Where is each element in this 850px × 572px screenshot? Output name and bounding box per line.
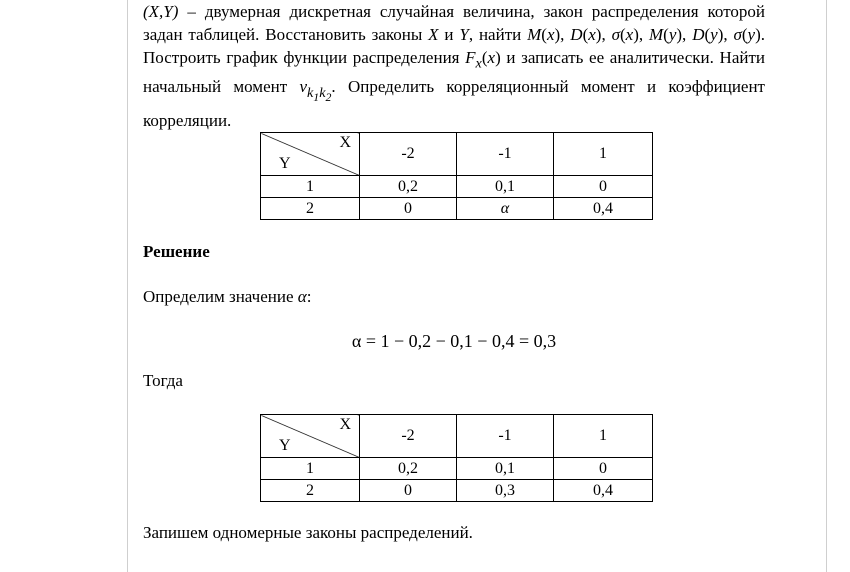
alpha-intro-text: Определим значение: [143, 287, 294, 306]
table-cell: 0: [554, 458, 653, 480]
table-cell: 0,1: [457, 458, 554, 480]
table-header-row: [261, 415, 653, 458]
alpha-formula: α = 1 − 0,2 − 0,1 − 0,4 = 0,3: [351, 331, 557, 351]
closing-sentence: Запишем одномерные законы распределений.: [143, 523, 473, 542]
x-label: X: [339, 134, 351, 151]
column-header: -1: [457, 415, 554, 458]
solution-heading: Решение: [143, 242, 210, 261]
row-header: 2: [261, 480, 360, 502]
row-header: 1: [261, 458, 360, 480]
table-cell: 0,4: [554, 198, 653, 220]
distribution-table-2: [260, 414, 653, 502]
page-margin-left: [127, 0, 128, 572]
page-margin-right: [826, 0, 827, 572]
problem-statement: (X,Y) – двумерная дискретная случайная величина, закон распределения которой задан таблицей. Восстановить законы X и Y, найти M(x), D(x), σ(x), M(y), D(y), σ(y). Построить график функции распределения $F_x(x)$ и записать ее аналитически. Найти начальный момент $v_{k_1k_2}$. Определить корреляционный момент и коэффициент корреляции.: [143, 2, 766, 130]
table-cell: α: [457, 198, 554, 220]
table-row: [261, 176, 653, 198]
distribution-table-1: [260, 132, 653, 220]
table-cell: 0: [360, 198, 457, 220]
table-row: [261, 198, 653, 220]
table-cell: 0,4: [554, 480, 653, 502]
y-label: Y: [279, 155, 291, 172]
table-corner-cell: [261, 415, 360, 458]
column-header: 1: [554, 133, 653, 176]
table-cell: 0,2: [360, 176, 457, 198]
table-row: [261, 480, 653, 502]
column-header: -2: [360, 133, 457, 176]
table-cell: 0,2: [360, 458, 457, 480]
table-header-row: [261, 133, 653, 176]
column-header: -2: [360, 415, 457, 458]
row-header: 2: [261, 198, 360, 220]
table-cell: 0: [360, 480, 457, 502]
column-header: 1: [554, 415, 653, 458]
alpha-intro: Определим значение α:: [143, 287, 312, 306]
column-header: -1: [457, 133, 554, 176]
then-label: Тогда: [143, 371, 183, 390]
alpha-symbol: α: [297, 287, 307, 306]
table-row: [261, 458, 653, 480]
row-header: 1: [261, 176, 360, 198]
table-cell: 0: [554, 176, 653, 198]
x-label: X: [339, 416, 351, 433]
table-corner-cell: [261, 133, 360, 176]
y-label: Y: [279, 437, 291, 454]
table-cell: 0,1: [457, 176, 554, 198]
table-cell: 0,3: [457, 480, 554, 502]
